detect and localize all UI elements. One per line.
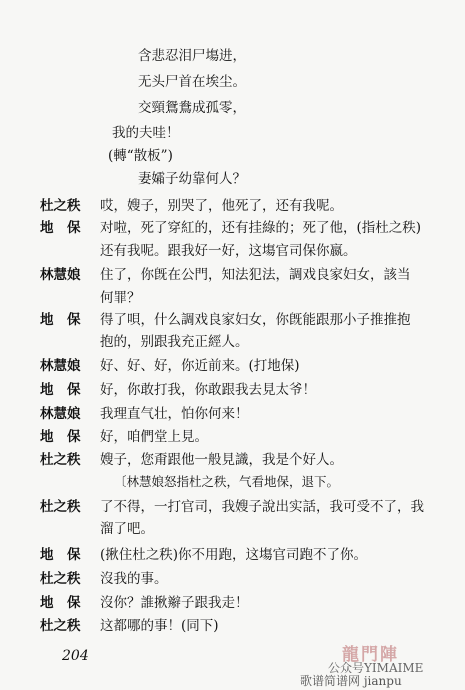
watermark-logo: 龍門陣 [342, 645, 399, 665]
dialogue-text: 对啦，死了穿紅的，还有挂綠的；死了他，(指杜之秩) [100, 220, 422, 236]
lyric-line: 含悲忍泪尸塲进， [138, 48, 246, 64]
dialogue-text: 我理直气壮，怕你何来！ [100, 406, 249, 422]
dialogue-text: 沒你？誰揪辮子跟我走！ [100, 595, 249, 611]
dialogue-text: 这都哪的事！(同下) [100, 618, 219, 634]
dialogue-text: 好，咱們堂上見。 [100, 429, 208, 445]
speaker-name: 杜之秩 [40, 198, 81, 214]
lyric-line: 交頸鴛鴦成孤零， [138, 100, 246, 116]
speaker-name: 林慧娘 [40, 406, 81, 422]
dialogue-text: 得了唄，什么調戏良家妇女，你旣能跟那小子推推抱 [100, 312, 411, 328]
stage-direction: 〔林慧娘怒指杜之秩，气看地保，退下。 [114, 474, 340, 489]
dialogue-text: 何罪？ [100, 290, 141, 306]
lyric-line: 妻孀子幼靠何人？ [138, 171, 246, 187]
dialogue-text: 好，你敢打我，你敢跟我去見太爷！ [100, 382, 316, 398]
lyric-line: 无头尸首在埃尘。 [138, 74, 246, 90]
dialogue-text: 抱的，别跟我充正經人。 [100, 334, 249, 350]
speaker-name: 林慧娘 [40, 358, 81, 374]
speaker-name: 地 保 [40, 220, 81, 236]
speaker-name: 地 保 [40, 429, 81, 445]
speaker-name: 地 保 [40, 595, 81, 611]
speaker-name: 杜之秩 [40, 499, 81, 515]
dialogue-text: (揪住杜之秩)你不用跑，这塲官司跑不了你。 [100, 547, 368, 563]
dialogue-text: 溜了吧。 [100, 521, 154, 537]
dialogue-text: 沒我的事。 [100, 571, 168, 587]
speaker-name: 杜之秩 [40, 571, 81, 587]
speaker-name: 杜之秩 [40, 452, 81, 468]
lyric-line: (轉“散板”) [108, 148, 173, 164]
speaker-name: 地 保 [40, 312, 81, 328]
dialogue-text: 哎，嫂子，别哭了，他死了，还有我呢。 [100, 198, 343, 214]
page-number: 204 [62, 648, 89, 664]
dialogue-text: 好、好、好，你近前来。(打地保) [100, 358, 300, 374]
lyric-line: 我的夫哇！ [112, 125, 180, 141]
dialogue-text: 了不得，一打官司，我嫂子說出实話，我可受不了，我 [100, 499, 424, 515]
speaker-name: 地 保 [40, 547, 81, 563]
speaker-name: 杜之秩 [40, 618, 81, 634]
dialogue-text: 住了，你旣在公門，知法犯法，調戏良家妇女，該当 [100, 267, 411, 283]
speaker-name: 地 保 [40, 382, 81, 398]
footer-text: 歌谱简谱网 jianpu [300, 674, 402, 688]
watermark-text: 公众号YIMAIME [328, 661, 424, 675]
speaker-name: 林慧娘 [40, 267, 81, 283]
dialogue-text: 还有我呢。跟我好一好，这塲官司保你嬴。 [100, 243, 357, 259]
dialogue-text: 嫂子，您甭跟他一般見識，我是个好人。 [100, 452, 343, 468]
